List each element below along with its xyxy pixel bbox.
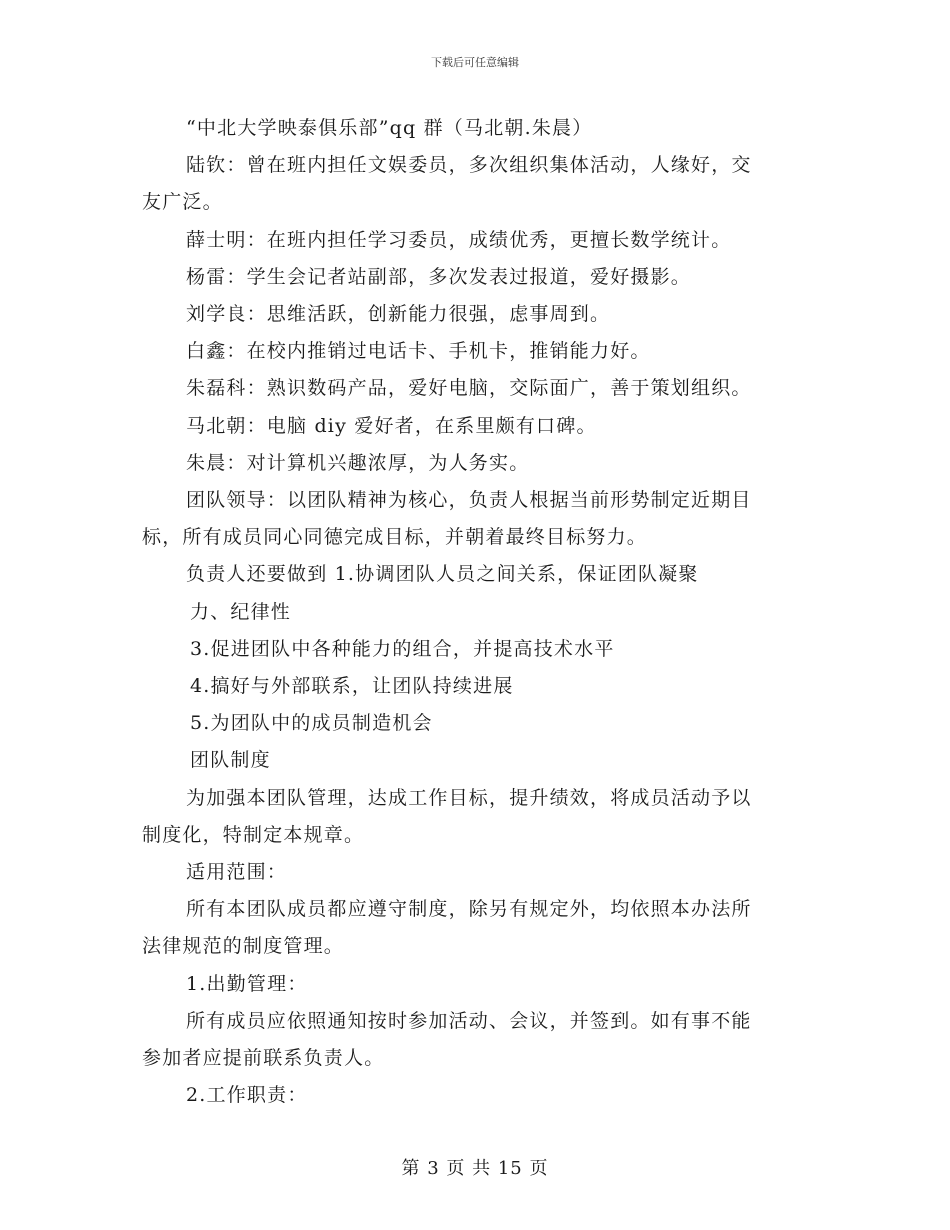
text-line: 朱磊科：熟识数码产品，爱好电脑，交际面广，善于策划组织。 <box>186 377 752 400</box>
text-line: 3.促进团队中各种能力的组合，并提高技术水平 <box>190 637 615 660</box>
text-line: 负责人还要做到 1.协调团队人员之间关系，保证团队凝聚 <box>186 563 699 586</box>
text-line: 友广泛。 <box>142 191 223 214</box>
text-line: 刘学良：思维活跃，创新能力很强，虑事周到。 <box>186 303 611 326</box>
text-line: 所有本团队成员都应遵守制度，除另有规定外，均依照本办法所 <box>186 898 752 921</box>
text-line: 薛士明：在班内担任学习委员，成绩优秀，更擅长数学统计。 <box>186 228 732 251</box>
text-line: 1.出勤管理： <box>186 972 308 995</box>
page-footer: 第 3 页 共 15 页 <box>401 1158 549 1179</box>
text-line: 杨雷：学生会记者站副部，多次发表过报道，爱好摄影。 <box>186 265 692 288</box>
text-line: 制度化，特制定本规章。 <box>142 823 365 846</box>
text-line: 参加者应提前联系负责人。 <box>142 1047 385 1070</box>
header-note: 下载后可任意编辑 <box>431 56 519 69</box>
text-line: 陆钦：曾在班内担任文娱委员，多次组织集体活动，人缘好，交 <box>186 154 752 177</box>
text-line: 为加强本团队管理，达成工作目标，提升绩效，将成员活动予以 <box>186 786 752 809</box>
text-line: 4.搞好与外部联系，让团队持续进展 <box>190 675 514 698</box>
text-line: 所有成员应依照通知按时参加活动、会议，并签到。如有事不能 <box>186 1009 752 1032</box>
text-line: 标，所有成员同心同德完成目标，并朝着最终目标努力。 <box>142 526 648 549</box>
text-line: 适用范围： <box>186 861 288 884</box>
text-line: 法律规范的制度管理。 <box>142 935 345 958</box>
text-line: 朱晨：对计算机兴趣浓厚，为人务实。 <box>186 451 530 474</box>
text-line: 5.为团队中的成员制造机会 <box>190 712 433 735</box>
text-line: 马北朝：电脑 diy 爱好者，在系里颇有口碑。 <box>186 414 597 437</box>
text-line: 白鑫：在校内推销过电话卡、手机卡，推销能力好。 <box>186 340 651 363</box>
text-line: 团队领导：以团队精神为核心，负责人根据当前形势制定近期目 <box>186 489 752 512</box>
text-line: “中北大学映泰俱乐部”qq 群（马北朝.朱晨） <box>186 117 593 139</box>
text-line: 团队制度 <box>190 749 271 772</box>
text-line: 力、纪律性 <box>190 600 292 623</box>
document-body <box>142 110 802 1114</box>
text-line: 2.工作职责： <box>186 1084 308 1107</box>
